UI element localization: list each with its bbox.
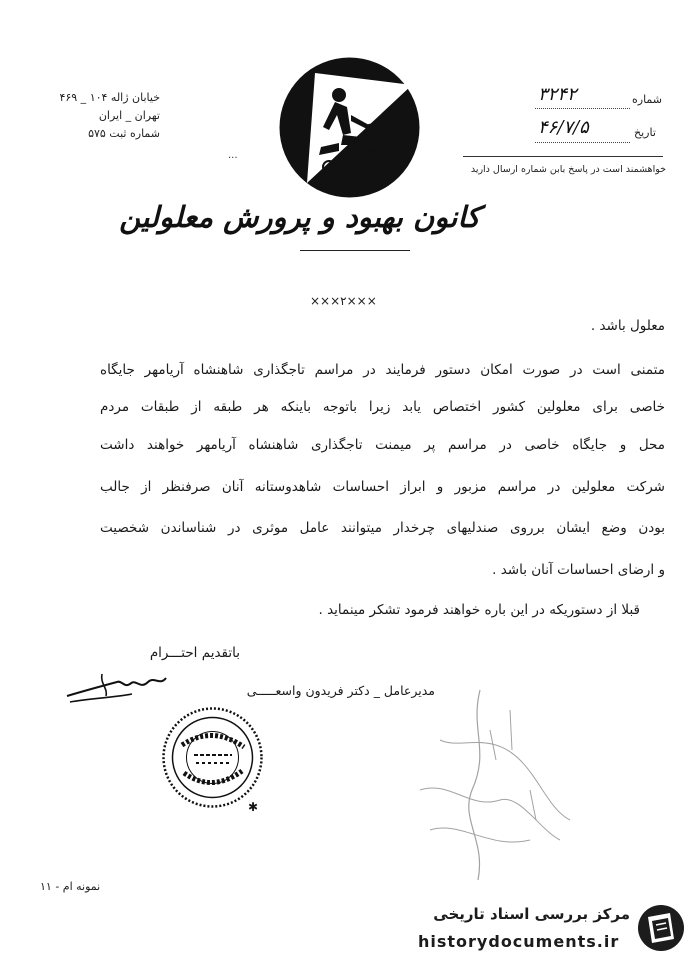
body-line-3: محل و جایگاه خاصی در مراسم پر میمنت تاجگذاری شاهنشاه آریامهر خواهند داشت <box>100 437 665 453</box>
body-line-1: متمنی است در صورت امکان دستور فرمایند در مراسم تاجگذاری شاهنشاه آریامهر جایگاه <box>100 362 665 378</box>
salutation: معلول باشد . <box>590 318 665 334</box>
address-line-2: تهران _ ایران <box>98 109 160 122</box>
number-underline <box>535 108 630 109</box>
form-number: نمونه ام - ۱۱ <box>40 880 101 893</box>
signatory: مدیرعامل _ دکتر فریدون واسعـــــی <box>246 683 435 698</box>
reply-note: خواهشمند است در پاسخ بابن شماره ارسال دارید <box>470 164 666 175</box>
org-name-underline <box>300 250 410 251</box>
address-line-1: خیابان ژاله ۱۰۴ _ ۴۶۹ <box>59 91 160 104</box>
regards: باتقدیم احتـــرام <box>149 645 240 661</box>
wheelchair-logo-icon <box>277 55 422 200</box>
handwritten-annotation <box>400 670 600 900</box>
reply-note-rule <box>463 156 663 157</box>
body-line-6: و ارضای احساسات آنان باشد . <box>492 562 665 578</box>
signature-scribble <box>62 668 172 708</box>
watermark-title: مرکز بررسی اسناد تاریخی <box>433 905 630 923</box>
date-label: تاریخ <box>634 126 656 139</box>
closing-request: قبلا از دستوریکه در این باره خواهند فرمود تشکر مینماید . <box>318 602 640 618</box>
dot-mark: ... <box>228 150 238 161</box>
letter-number: ۳۲۴۲ <box>538 84 577 105</box>
letter-date: ۴۶/۷/۵ <box>538 117 589 138</box>
organization-name: کانون بهبود و پرورش معلولین <box>119 200 480 234</box>
seal-star: ✱ <box>248 800 259 814</box>
body-line-2: خاصی برای معلولین کشور اختصاص یابد زیرا باتوجه باینکه هر طبقه از طبقات مردم <box>100 399 665 415</box>
address-line-3: شماره ثبت ۵۷۵ <box>88 127 160 140</box>
watermark-url: historydocuments.ir <box>418 932 620 951</box>
number-label: شماره <box>632 93 663 106</box>
body-line-5: بودن وضع ایشان برروی صندلیهای چرخدار میتوانند عامل موثری در شناساندن شخصیت <box>100 520 665 536</box>
seal-icon <box>160 705 265 810</box>
date-underline <box>535 142 630 143</box>
watermark-logo-icon <box>636 903 686 953</box>
body-line-4: شرکت معلولین در مراسم مزبور و ابراز احساسات شاهدوستانه آنان صرفنظر از جالب <box>100 479 665 495</box>
reference-code: ×××۲××× <box>310 294 377 308</box>
